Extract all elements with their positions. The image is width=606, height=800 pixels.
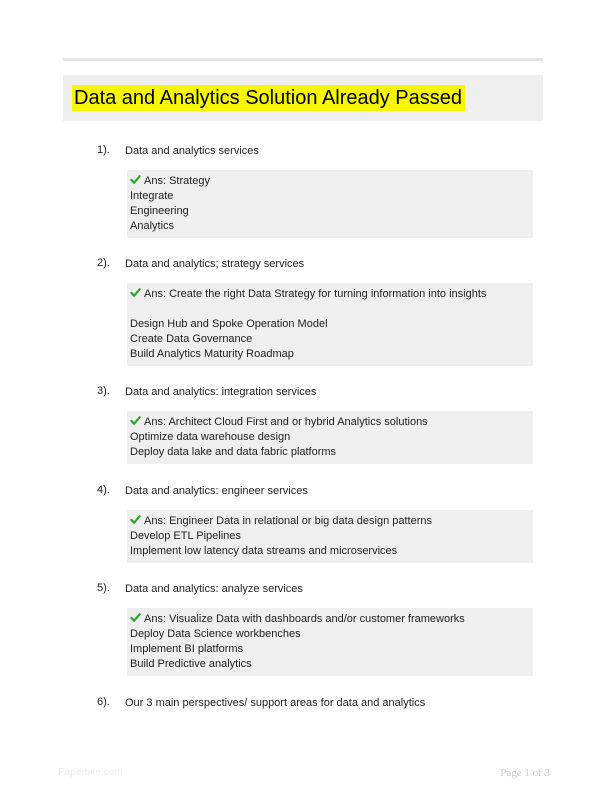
check-icon bbox=[130, 174, 141, 185]
check-icon bbox=[130, 287, 141, 298]
title-band bbox=[63, 75, 543, 121]
answer-line bbox=[130, 514, 530, 529]
question-text: Data and analytics: analyze services bbox=[125, 583, 303, 595]
question-number: 1). bbox=[97, 144, 110, 156]
option-line: Create Data Governance bbox=[130, 333, 253, 345]
check-icon bbox=[130, 415, 141, 426]
option-line: Deploy data lake and data fabric platforms bbox=[130, 446, 337, 458]
answer-line bbox=[130, 415, 530, 430]
check-icon bbox=[130, 612, 141, 623]
question-number: 3). bbox=[97, 385, 110, 397]
question-text: Data and analytics: engineer services bbox=[125, 485, 308, 497]
answer-text: Ans: Architect Cloud First and or hybrid Analytics solutions bbox=[144, 416, 428, 428]
answer-box bbox=[127, 283, 533, 366]
answer-box bbox=[127, 411, 533, 464]
option-line: Build Predictive analytics bbox=[130, 658, 252, 670]
answer-text: Ans: Visualize Data with dashboards and/or customer frameworks bbox=[144, 613, 465, 625]
answer-text: Ans: Strategy bbox=[144, 175, 211, 187]
question-number: 6). bbox=[97, 696, 110, 708]
question-text: Data and analytics; strategy services bbox=[125, 258, 305, 270]
question-text: Our 3 main perspectives/ support areas for data and analytics bbox=[125, 697, 426, 709]
option-line: Develop ETL Pipelines bbox=[130, 530, 241, 542]
option-line: Engineering bbox=[130, 205, 189, 217]
answer-line bbox=[130, 612, 530, 627]
answer-text: Ans: Engineer Data in relational or big data design patterns bbox=[144, 515, 433, 527]
answer-line bbox=[130, 287, 530, 302]
top-divider bbox=[63, 58, 543, 61]
option-line: Design Hub and Spoke Operation Model bbox=[130, 318, 328, 330]
option-line: Implement BI platforms bbox=[130, 643, 244, 655]
answer-box bbox=[127, 510, 533, 563]
option-line: Implement low latency data streams and microservices bbox=[130, 545, 398, 557]
question-number: 2). bbox=[97, 257, 110, 269]
question-number: 4). bbox=[97, 484, 110, 496]
answer-line bbox=[130, 174, 530, 189]
answer-box bbox=[127, 170, 533, 238]
check-icon bbox=[130, 514, 141, 525]
footer-watermark: Paperbite.com bbox=[58, 767, 123, 778]
question-number: 5). bbox=[97, 582, 110, 594]
question-text: Data and analytics services bbox=[125, 145, 259, 157]
question-text: Data and analytics: integration services bbox=[125, 386, 317, 398]
document-title: Data and Analytics Solution Already Passed bbox=[72, 85, 465, 111]
blank-line bbox=[130, 302, 530, 317]
page-number: Page 1 of 3 bbox=[500, 767, 550, 779]
answer-text: Ans: Create the right Data Strategy for turning information into insights bbox=[144, 288, 487, 300]
answer-box bbox=[127, 608, 533, 676]
option-line: Deploy Data Science workbenches bbox=[130, 628, 301, 640]
option-line: Analytics bbox=[130, 220, 175, 232]
option-line: Build Analytics Maturity Roadmap bbox=[130, 348, 294, 360]
option-line: Integrate bbox=[130, 190, 174, 202]
option-line: Optimize data warehouse design bbox=[130, 431, 291, 443]
